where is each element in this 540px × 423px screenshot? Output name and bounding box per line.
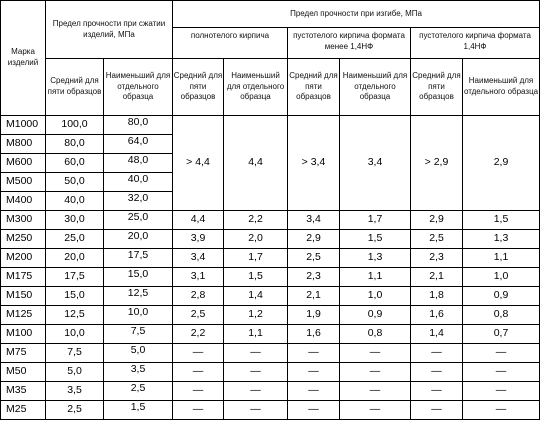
bending-value-cell: 1,3 [340, 249, 411, 268]
table-row [1, 268, 540, 287]
header-group-solid: полнотелого кирпича [173, 28, 288, 59]
bending-value-cell: 3,9 [173, 230, 224, 249]
bending-value-cell: 1,7 [224, 249, 288, 268]
mark-cell: М100 [1, 325, 46, 344]
bending-value-cell: 1,3 [463, 230, 540, 249]
bending-value-cell: 0,9 [340, 306, 411, 325]
table-row [1, 363, 540, 382]
bending-value-cell: 2,5 [288, 249, 340, 268]
bending-value-cell: 2,9 [288, 230, 340, 249]
bending-value-cell: — [173, 401, 224, 420]
bending-value-cell: 1,5 [463, 211, 540, 230]
merged-bending-cell: > 3,4 [288, 116, 340, 211]
bending-value-cell: 2,2 [224, 211, 288, 230]
header-hollow-small-min: Наименьший для отдельного образца [340, 59, 411, 116]
mark-cell: М35 [1, 382, 46, 401]
compression-min-cell: 7,5 [104, 325, 173, 344]
bending-value-cell: 2,0 [224, 230, 288, 249]
bending-value-cell: 1,4 [224, 287, 288, 306]
mark-cell: М400 [1, 192, 46, 211]
bending-value-cell: 2,5 [411, 230, 463, 249]
bending-value-cell: 0,8 [463, 306, 540, 325]
table-row [1, 211, 540, 230]
bending-value-cell: 1,8 [411, 287, 463, 306]
bending-value-cell: 2,9 [411, 211, 463, 230]
compression-avg-cell: 80,0 [46, 135, 104, 154]
bending-value-cell: — [173, 382, 224, 401]
bending-value-cell: — [340, 344, 411, 363]
compression-avg-cell: 10,0 [46, 325, 104, 344]
merged-bending-cell: 3,4 [340, 116, 411, 211]
bending-value-cell: — [340, 382, 411, 401]
mark-cell: М1000 [1, 116, 46, 135]
bending-value-cell: 2,3 [411, 249, 463, 268]
merged-bending-cell: 2,9 [463, 116, 540, 211]
compression-avg-cell: 60,0 [46, 154, 104, 173]
bending-value-cell: 1,4 [411, 325, 463, 344]
table-row [1, 325, 540, 344]
header-hollow-small-avg: Средний для пяти образцов [288, 59, 340, 116]
compression-min-cell: 2,5 [104, 382, 173, 401]
bending-value-cell: — [340, 363, 411, 382]
header-mark: Марка изделий [1, 1, 46, 116]
bending-value-cell: — [288, 401, 340, 420]
compression-min-cell: 40,0 [104, 173, 173, 192]
header-compression-avg: Средний для пяти образцов [46, 59, 104, 116]
bending-value-cell: — [224, 382, 288, 401]
bending-value-cell: — [224, 363, 288, 382]
bending-value-cell: 3,4 [288, 211, 340, 230]
bending-value-cell: — [224, 401, 288, 420]
mark-cell: М800 [1, 135, 46, 154]
compression-min-cell: 32,0 [104, 192, 173, 211]
mark-cell: М75 [1, 344, 46, 363]
bending-value-cell: 3,1 [173, 268, 224, 287]
compression-min-cell: 1,5 [104, 401, 173, 420]
header-hollow-large-avg: Средний для пяти образцов [411, 59, 463, 116]
bending-value-cell: — [224, 344, 288, 363]
table-row [1, 306, 540, 325]
compression-min-cell: 64,0 [104, 135, 173, 154]
bending-value-cell: 0,9 [463, 287, 540, 306]
table-row [1, 116, 540, 135]
header-solid-avg: Средний для пяти образцов [173, 59, 224, 116]
compression-avg-cell: 12,5 [46, 306, 104, 325]
merged-bending-cell: 4,4 [224, 116, 288, 211]
mark-cell: М50 [1, 363, 46, 382]
bending-value-cell: 0,8 [340, 325, 411, 344]
bending-value-cell: 1,1 [224, 325, 288, 344]
bending-value-cell: 1,0 [340, 287, 411, 306]
bending-value-cell: — [173, 363, 224, 382]
bending-value-cell: — [463, 382, 540, 401]
compression-avg-cell: 20,0 [46, 249, 104, 268]
compression-avg-cell: 100,0 [46, 116, 104, 135]
compression-avg-cell: 25,0 [46, 230, 104, 249]
header-hollow-large-min: Наименьший для отдельного образца [463, 59, 540, 116]
compression-min-cell: 3,5 [104, 363, 173, 382]
compression-min-cell: 5,0 [104, 344, 173, 363]
bending-value-cell: — [411, 363, 463, 382]
bending-value-cell: 1,9 [288, 306, 340, 325]
mark-cell: М250 [1, 230, 46, 249]
bending-value-cell: — [173, 344, 224, 363]
compression-avg-cell: 17,5 [46, 268, 104, 287]
header-compression: Предел прочности при сжатии изделий, МПа [46, 1, 173, 59]
mark-cell: М200 [1, 249, 46, 268]
bending-value-cell: — [288, 382, 340, 401]
bending-value-cell: 1,1 [463, 249, 540, 268]
table-row [1, 382, 540, 401]
bending-value-cell: — [411, 344, 463, 363]
bending-value-cell: 3,4 [173, 249, 224, 268]
bending-value-cell: — [463, 363, 540, 382]
bending-value-cell: — [288, 344, 340, 363]
compression-min-cell: 48,0 [104, 154, 173, 173]
compression-min-cell: 15,0 [104, 268, 173, 287]
compression-avg-cell: 15,0 [46, 287, 104, 306]
bending-value-cell: 2,1 [288, 287, 340, 306]
table-row [1, 287, 540, 306]
bending-value-cell: — [340, 401, 411, 420]
compression-min-cell: 17,5 [104, 249, 173, 268]
header-solid-min: Наименьший для отдельного образца [224, 59, 288, 116]
compression-min-cell: 20,0 [104, 230, 173, 249]
compression-avg-cell: 50,0 [46, 173, 104, 192]
mark-cell: М175 [1, 268, 46, 287]
bending-value-cell: 1,6 [411, 306, 463, 325]
bending-value-cell: 0,7 [463, 325, 540, 344]
table-row [1, 230, 540, 249]
bending-value-cell: 1,5 [224, 268, 288, 287]
bending-value-cell: 2,3 [288, 268, 340, 287]
bending-value-cell: 1,1 [340, 268, 411, 287]
compression-min-cell: 25,0 [104, 211, 173, 230]
header-row-1 [1, 1, 540, 28]
header-group-hollow-large: пустотелого кирпича формата 1,4НФ [411, 28, 540, 59]
mark-cell: М150 [1, 287, 46, 306]
bending-value-cell: — [411, 382, 463, 401]
mark-cell: М600 [1, 154, 46, 173]
bending-value-cell: — [288, 363, 340, 382]
bending-value-cell: 1,7 [340, 211, 411, 230]
mark-cell: М500 [1, 173, 46, 192]
bending-value-cell: — [463, 344, 540, 363]
mark-cell: М25 [1, 401, 46, 420]
bending-value-cell: 2,8 [173, 287, 224, 306]
table-row [1, 344, 540, 363]
header-compression-min: Наименьший для отдельного образца [104, 59, 173, 116]
compression-min-cell: 12,5 [104, 287, 173, 306]
mark-cell: М300 [1, 211, 46, 230]
bending-value-cell: 1,0 [463, 268, 540, 287]
bending-value-cell: 4,4 [173, 211, 224, 230]
mark-cell: М125 [1, 306, 46, 325]
bending-value-cell: 1,2 [224, 306, 288, 325]
compression-min-cell: 80,0 [104, 116, 173, 135]
header-group-hollow-small: пустотелого кирпича формата менее 1,4НФ [288, 28, 411, 59]
header-row-3 [1, 59, 540, 116]
header-bending: Предел прочности при изгибе, МПа [173, 1, 540, 28]
bending-value-cell: 2,2 [173, 325, 224, 344]
compression-avg-cell: 2,5 [46, 401, 104, 420]
bending-value-cell: 1,5 [340, 230, 411, 249]
merged-bending-cell: > 2,9 [411, 116, 463, 211]
compression-avg-cell: 30,0 [46, 211, 104, 230]
merged-bending-cell: > 4,4 [173, 116, 224, 211]
bending-value-cell: — [411, 401, 463, 420]
table-row [1, 249, 540, 268]
compression-avg-cell: 7,5 [46, 344, 104, 363]
bending-value-cell: 2,1 [411, 268, 463, 287]
compression-min-cell: 10,0 [104, 306, 173, 325]
table-row [1, 401, 540, 420]
bending-value-cell: — [463, 401, 540, 420]
bending-value-cell: 1,6 [288, 325, 340, 344]
compression-avg-cell: 5,0 [46, 363, 104, 382]
compression-avg-cell: 40,0 [46, 192, 104, 211]
compression-avg-cell: 3,5 [46, 382, 104, 401]
bending-value-cell: 2,5 [173, 306, 224, 325]
